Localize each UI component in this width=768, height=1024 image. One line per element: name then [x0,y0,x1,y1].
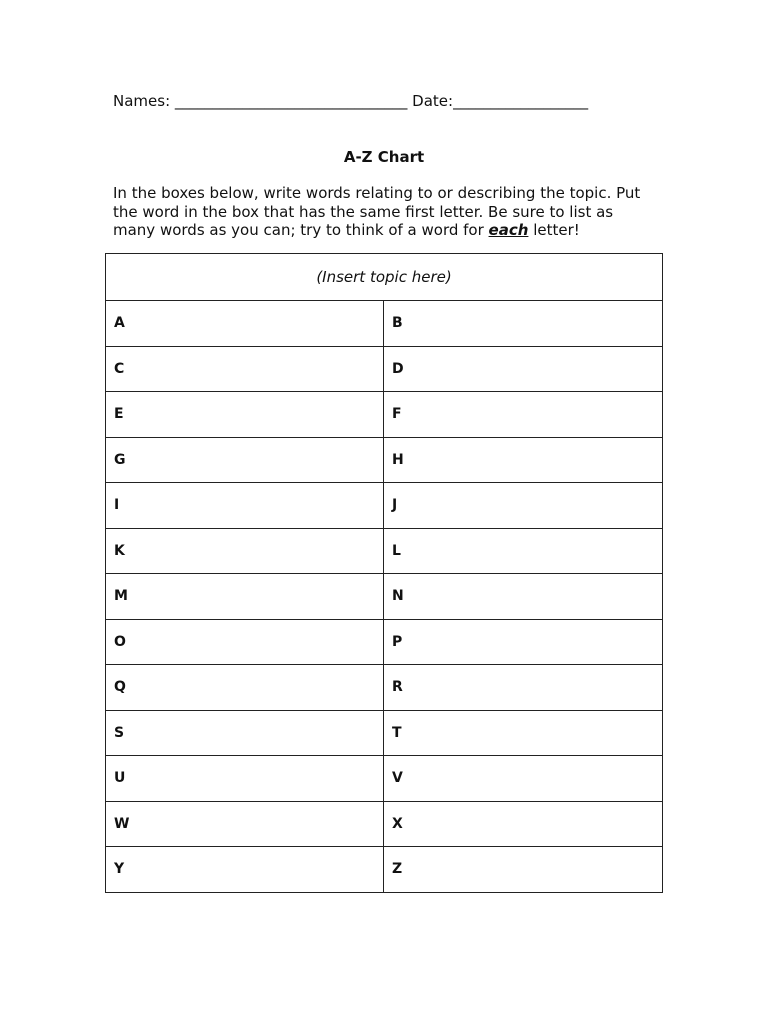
letter-cell[interactable]: E [106,392,384,438]
letter-cell[interactable]: B [384,301,663,347]
letter-cell[interactable]: L [384,528,663,574]
letter-cell[interactable]: M [106,574,384,620]
table-row [106,665,663,711]
letter-cell[interactable]: A [106,301,384,347]
topic-row [106,254,663,301]
letter-cell[interactable]: T [384,710,663,756]
instructions-end: letter! [528,221,580,239]
names-field[interactable]: Names: _______________________________ [113,92,408,110]
letter-cell[interactable]: Y [106,847,384,893]
letter-cell[interactable]: N [384,574,663,620]
letter-cell[interactable]: O [106,619,384,665]
letter-cell[interactable]: W [106,801,384,847]
header-line [113,92,588,110]
letter-cell[interactable]: G [106,437,384,483]
table-row [106,301,663,347]
table-row [106,847,663,893]
az-chart-table [105,253,663,893]
table-row [106,437,663,483]
table-row [106,801,663,847]
table-row [106,483,663,529]
table-row [106,528,663,574]
letter-cell[interactable]: P [384,619,663,665]
instructions-emphasis: each [488,221,529,239]
letter-cell[interactable]: Z [384,847,663,893]
letter-cell[interactable]: J [384,483,663,529]
letter-cell[interactable]: Q [106,665,384,711]
letter-cell[interactable]: V [384,756,663,802]
letter-cell[interactable]: K [106,528,384,574]
table-row [106,346,663,392]
letter-cell[interactable]: F [384,392,663,438]
letter-cell[interactable]: C [106,346,384,392]
table-row [106,756,663,802]
instructions [113,184,658,240]
table-row [106,392,663,438]
table-row [106,619,663,665]
table-row [106,574,663,620]
topic-cell[interactable]: (Insert topic here) [106,254,663,301]
letter-cell[interactable]: H [384,437,663,483]
letter-cell[interactable]: I [106,483,384,529]
letter-cell[interactable]: D [384,346,663,392]
table-row [106,710,663,756]
instructions-text: In the boxes below, write words relating to or describing the topic. Put the word in the box that has the same first letter. Be sure to list as many words as you can; try to think of a word for [113,184,641,239]
letter-cell[interactable]: R [384,665,663,711]
date-field[interactable]: Date:__________________ [412,92,589,110]
page-title: A-Z Chart [343,148,425,166]
letter-cell[interactable]: U [106,756,384,802]
letter-cell[interactable]: X [384,801,663,847]
letter-cell[interactable]: S [106,710,384,756]
